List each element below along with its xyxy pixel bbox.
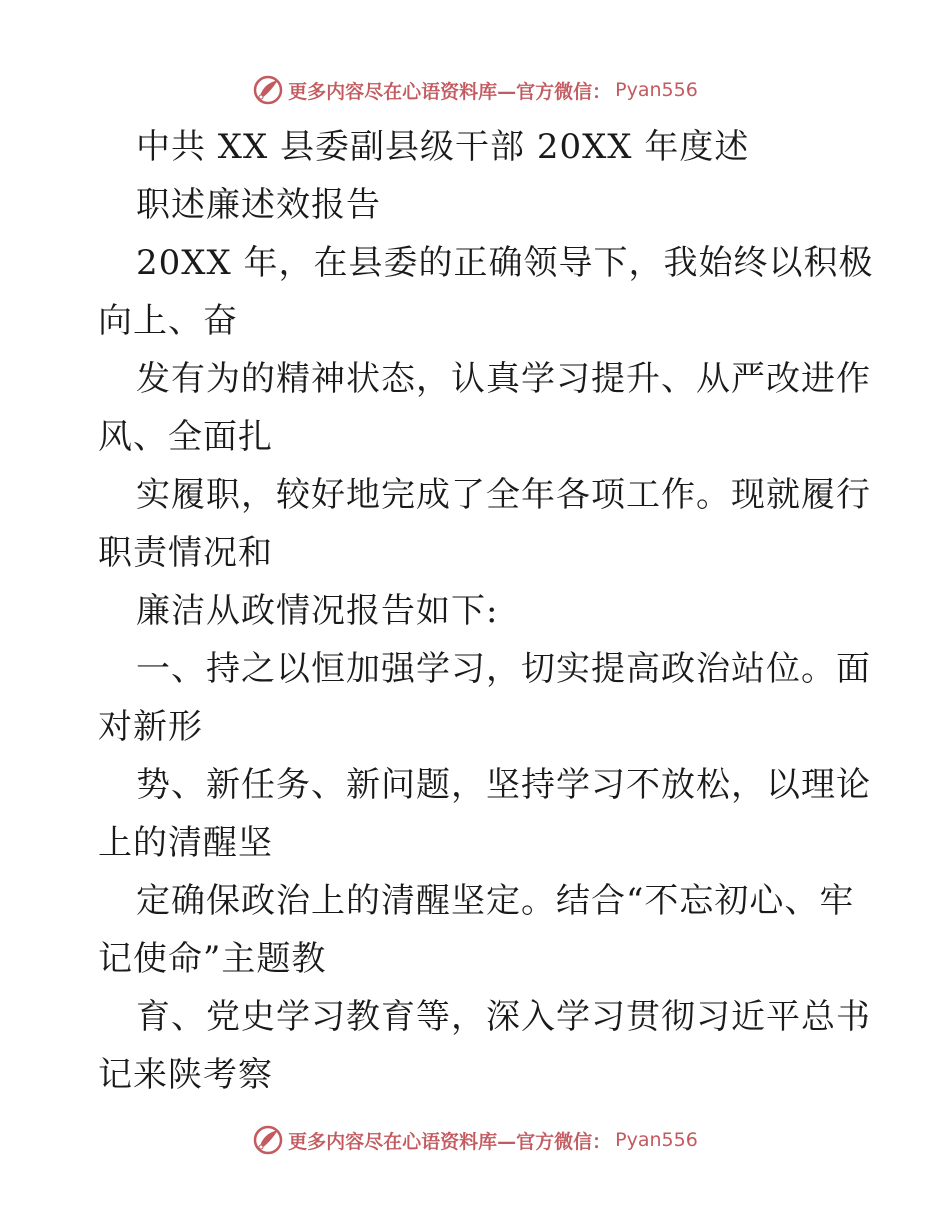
logo-icon [252, 74, 284, 106]
paragraph-line: 定确保政治上的清醒坚定。结合“不忘初心、牢 [136, 881, 855, 921]
logo-icon [252, 1124, 284, 1156]
paragraph-line: 风、全面扎 [98, 417, 273, 457]
paragraph-line: 廉洁从政情况报告如下: [136, 591, 499, 631]
watermark-contact: Pyan556 [615, 1129, 698, 1151]
paragraph-line: 对新形 [98, 707, 203, 747]
paragraph-line: 发有为的精神状态，认真学习提升、从严改进作 [136, 359, 871, 399]
section-heading-line: 一、持之以恒加强学习，切实提高政治站位。面 [136, 649, 871, 689]
paragraph-line: 上的清醒坚 [98, 823, 273, 863]
paragraph-line: 记来陕考察 [98, 1055, 273, 1095]
paragraph-line: 育、党史学习教育等，深入学习贯彻习近平总书 [136, 997, 871, 1037]
title-line-1: 中共 XX 县委副县级干部 20XX 年度述 [136, 127, 750, 167]
footer-watermark [0, 1120, 950, 1160]
title-line-2: 职述廉述效报告 [136, 185, 381, 225]
header-watermark [0, 70, 950, 110]
paragraph-line: 职责情况和 [98, 533, 273, 573]
paragraph-line: 向上、奋 [98, 301, 238, 341]
paragraph-line: 记使命”主题教 [98, 939, 327, 979]
watermark-text: 更多内容尽在心语资料库—官方微信： [288, 80, 612, 103]
watermark-text: 更多内容尽在心语资料库—官方微信： [288, 1130, 612, 1153]
paragraph-line: 势、新任务、新问题，坚持学习不放松，以理论 [136, 765, 871, 805]
paragraph-line: 20XX 年，在县委的正确领导下，我始终以积极 [136, 243, 874, 283]
watermark-contact: Pyan556 [615, 79, 698, 101]
paragraph-line: 实履职，较好地完成了全年各项工作。现就履行 [136, 475, 871, 515]
